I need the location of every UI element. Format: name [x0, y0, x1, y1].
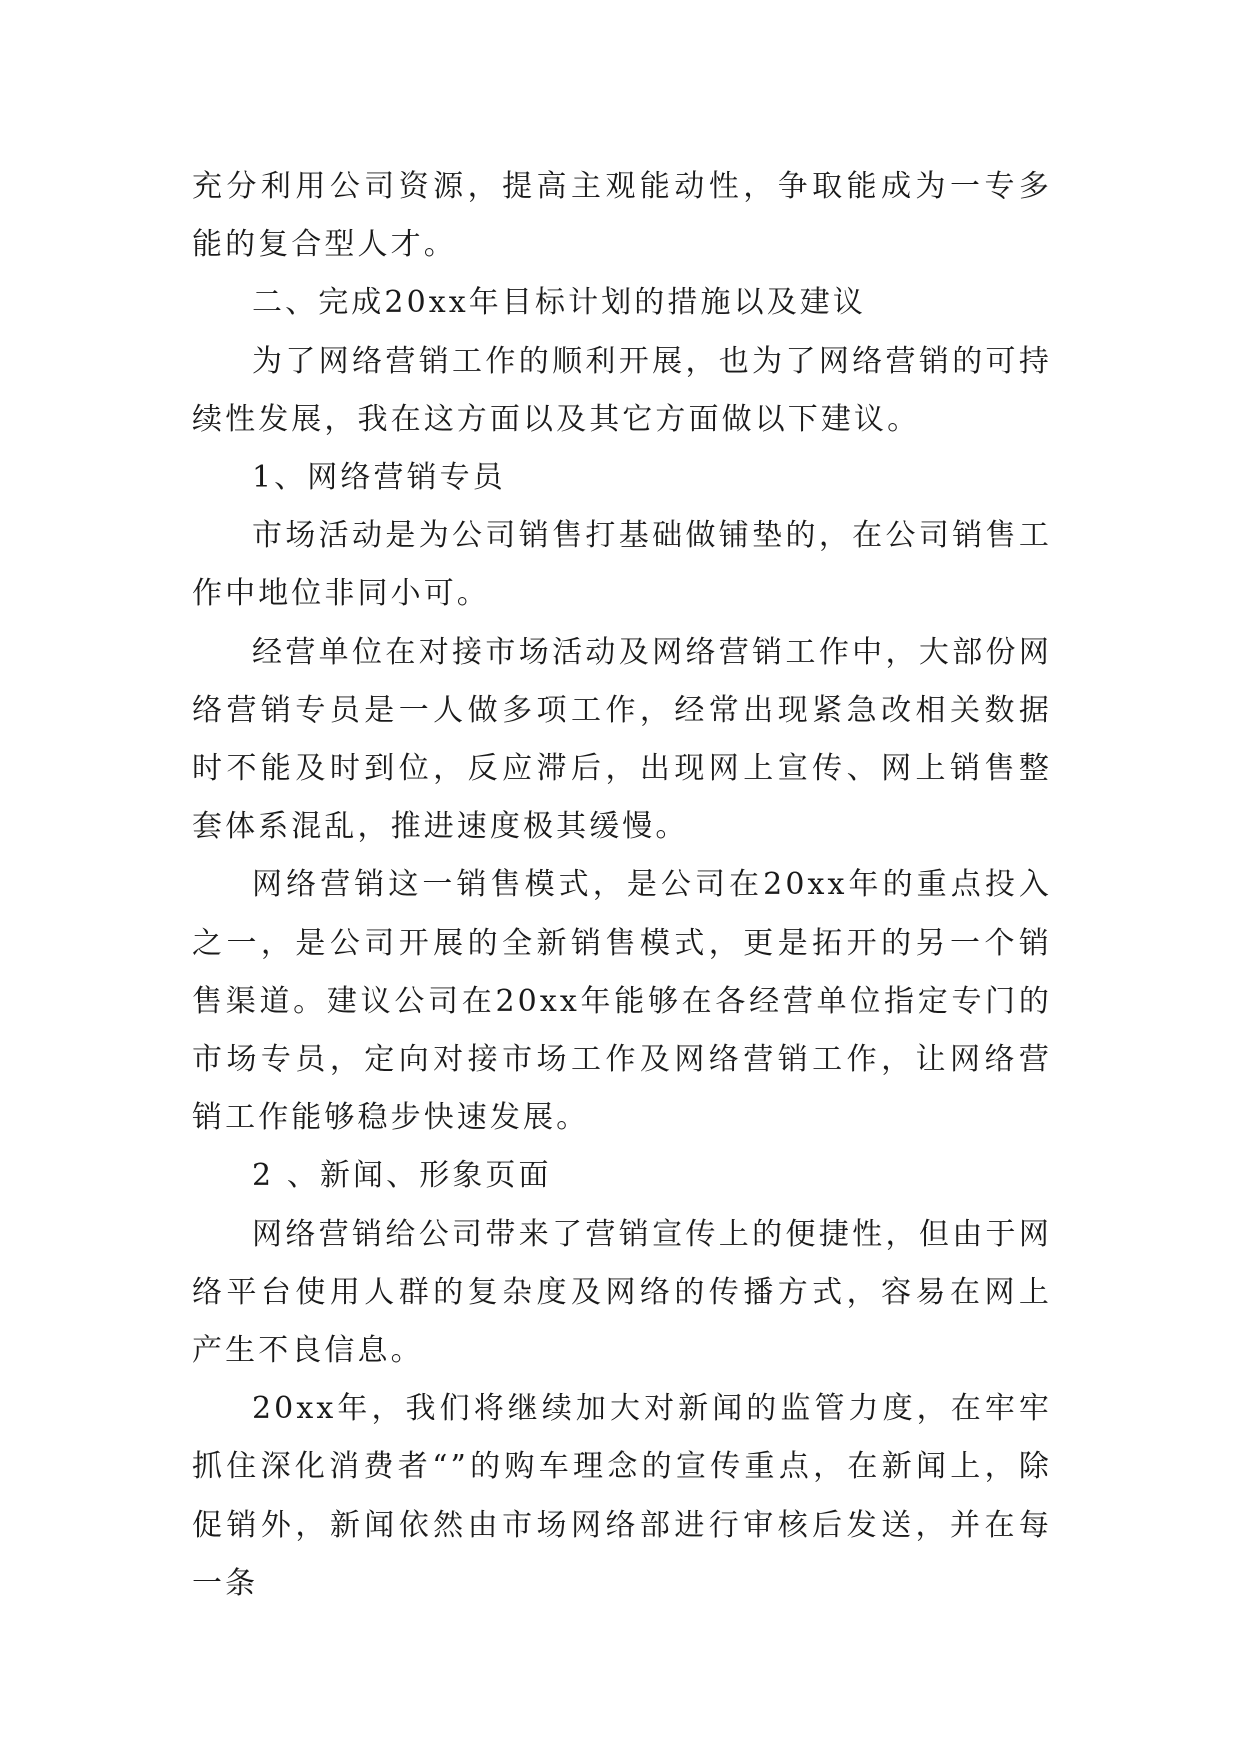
paragraph-intro: 为了网络营销工作的顺利开展，也为了网络营销的可持续性发展，我在这方面以及其它方面做以下建议。: [192, 343, 1052, 437]
paragraph-continuation: 充分利用公司资源，提高主观能动性，争取能成为一专多能的复合型人才。: [192, 169, 1052, 263]
subheading-marketing-specialist: 1、网络营销专员: [252, 460, 506, 496]
paragraph-sales-model: 网络营销这一销售模式，是公司在20xx年的重点投入之一，是公司开展的全新销售模式，更是拓开的另一个销售渠道。建议公司在20xx年能够在各经营单位指定专门的市场专员，定向对接市场工作及网络营销工作，让网络营销工作能够稳步快速发展。: [192, 867, 1052, 1136]
paragraph-network-convenience: 网络营销给公司带来了营销宣传上的便捷性，但由于网络平台使用人群的复杂度及网络的传播方式，容易在网上产生不良信息。: [192, 1216, 1052, 1369]
document-body: [192, 158, 1052, 1613]
section-heading-measures: 二、完成20xx年目标计划的措施以及建议: [252, 285, 867, 321]
paragraph-business-units: 经营单位在对接市场活动及网络营销工作中，大部份网络营销专员是一人做多项工作，经常出现紧急改相关数据时不能及时到位，反应滞后，出现网上宣传、网上销售整套体系混乱，推进速度极其缓慢。: [192, 634, 1052, 845]
subheading-news-image-pages: 2 、新闻、形象页面: [252, 1158, 552, 1194]
paragraph-news-supervision: 20xx年，我们将继续加大对新闻的监管力度，在牢牢抓住深化消费者“”的购车理念的宣传重点，在新闻上，除促销外，新闻依然由市场网络部进行审核后发送，并在每一条: [192, 1391, 1052, 1601]
paragraph-market-activity: 市场活动是为公司销售打基础做铺垫的，在公司销售工作中地位非同小可。: [192, 518, 1052, 612]
